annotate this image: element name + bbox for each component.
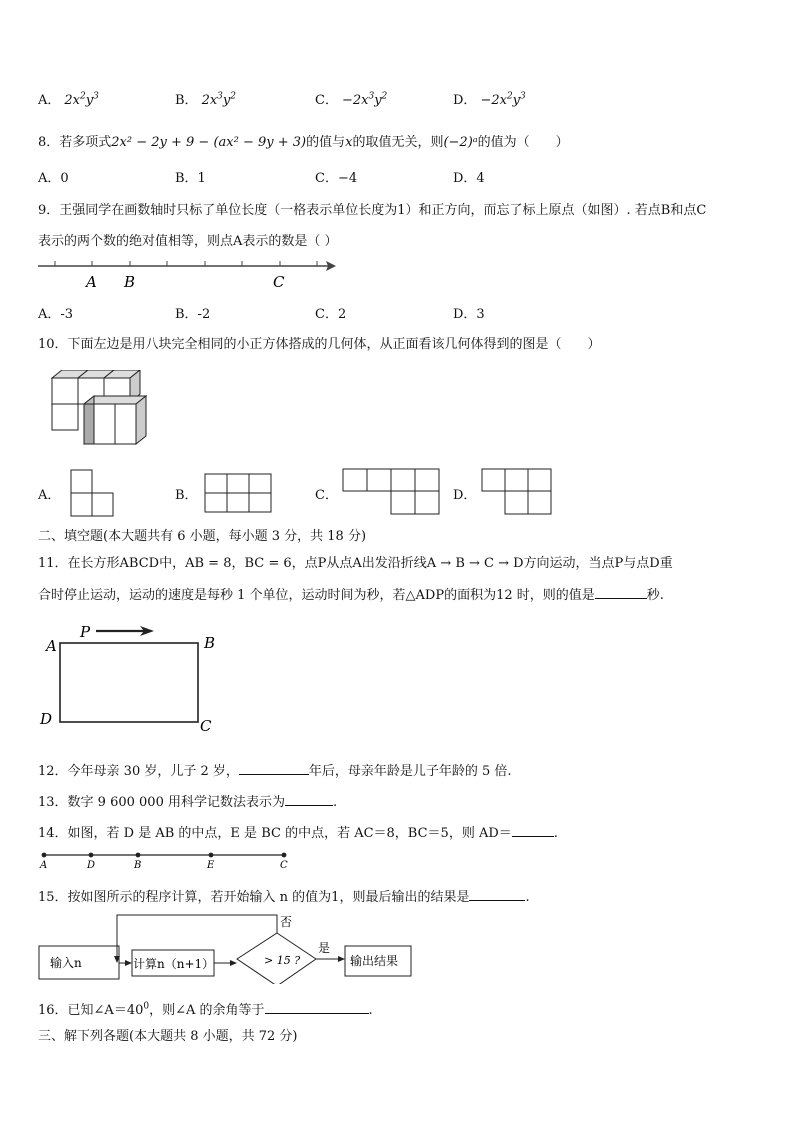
q14-stem: 14．如图，若 D 是 AB 的中点，E 是 BC 的中点，若 AC＝8，BC＝5，则 AD＝ . (38, 826, 558, 841)
q15-answer-blank[interactable] (469, 888, 525, 901)
q15-flowchart (38, 906, 418, 984)
flow-no-label: 否 (280, 915, 293, 929)
flow-yes-label: 是 (318, 941, 331, 955)
flow-input-box: 输入n (50, 956, 82, 970)
section-3-heading: 三、解下列各题(本大题共 8 小题，共 72 分) (38, 1029, 298, 1044)
seg-label-b: B (134, 860, 142, 871)
axis-label-a: A (86, 273, 97, 291)
axis-label-b: B (124, 273, 136, 291)
q8-stem: 8．若多项式2x² − 2y + 9 − (ax² − 9y + 3)的值与x的取值无关，则(−2)ᵃ的值为（ ） (38, 135, 569, 150)
q9-stem-line2: 表示的两个数的绝对值相等，则点A表示的数是（ ） (38, 234, 338, 249)
q11-answer-blank[interactable] (595, 586, 647, 599)
q13-answer-blank[interactable] (285, 793, 333, 806)
q10-option-c-label: C． (315, 488, 338, 503)
axis-label-c: C (273, 273, 285, 291)
seg-label-d: D (87, 860, 96, 871)
q10-option-a-label: A． (38, 488, 61, 503)
q8-option-b: B．1 (175, 171, 206, 186)
q16-answer-blank[interactable] (265, 1001, 369, 1014)
q11-stem-line1: 11．在长方形ABCD中，AB = 8，BC = 6，点P从点A出发沿折线A → B → C → D方向运动，当点P与点D重 (38, 556, 673, 571)
q12-stem: 12．今年母亲 30 岁，儿子 2 岁， 年后，母亲年龄是儿子年龄的 5 倍. (38, 764, 512, 779)
seg-label-a: A (40, 860, 48, 871)
q9-number-line (36, 256, 346, 292)
label-a: A (46, 637, 57, 655)
q10-option-b-label: B． (175, 488, 198, 503)
q9-option-d: D．3 (453, 307, 485, 322)
q12-answer-blank[interactable] (239, 762, 309, 775)
q9-option-a: A．-3 (38, 307, 74, 322)
q10-option-a-figure (70, 469, 114, 517)
q16-stem: 16．已知$\angle A=40^0$，则∠A 的余角等于 . (38, 1001, 373, 1018)
q14-segment-figure (38, 848, 294, 872)
q13-stem: 13．数字 9 600 000 用科学记数法表示为 . (38, 795, 338, 810)
seg-label-e: E (207, 860, 215, 871)
q8-option-d: D．4 (453, 171, 485, 186)
q9-option-c: C．2 (315, 307, 347, 322)
q10-stem: 10．下面左边是用八块完全相同的小正方体搭成的几何体，从正面看该几何体得到的图是（ ） (38, 337, 601, 352)
q9-stem-line1: 9．王强同学在画数轴时只标了单位长度（一格表示单位长度为1）和正方向，而忘了标上原点（如图）. 若点B和点C (38, 203, 707, 218)
q10-option-c-figure (342, 468, 442, 516)
q10-option-d-figure (481, 468, 553, 516)
q7-option-a: A． $2x^2y^3$ (38, 91, 99, 108)
label-b: B (204, 634, 216, 652)
q8-option-c: C．−4 (315, 171, 358, 186)
flow-output-box: 输出结果 (350, 954, 399, 968)
q9-option-b: B．-2 (175, 307, 211, 322)
q14-answer-blank[interactable] (512, 824, 554, 837)
q7-option-d: D． $-2x^2y^3$ (453, 91, 526, 108)
label-c: C (200, 717, 212, 735)
label-p: P (80, 623, 91, 641)
flow-condition: > 15 ? (264, 954, 301, 967)
q10-solid-figure (48, 370, 152, 446)
section-2-heading: 二、填空题(本大题共有 6 小题，每小题 3 分，共 18 分) (38, 529, 367, 544)
q15-stem: 15．按如图所示的程序计算，若开始输入 n 的值为1，则最后输出的结果是 . (38, 890, 530, 905)
label-d: D (40, 710, 53, 728)
q7-option-b: B． $2x^3y^2$ (175, 91, 236, 108)
seg-label-c: C (280, 860, 288, 871)
q8-option-a: A．0 (38, 171, 69, 186)
q10-option-d-label: D． (453, 488, 477, 503)
flow-calc-box: 计算n（n+1） (133, 957, 215, 971)
q11-rectangle-figure (38, 618, 228, 736)
q7-option-c: C． $-2x^3y^2$ (315, 91, 388, 108)
q10-option-b-figure (204, 473, 272, 513)
q11-stem-line2: 合时停止运动，运动的速度是每秒 1 个单位，运动时间为秒，若△ADP的面积为12 时，则的值是 秒. (38, 588, 664, 603)
